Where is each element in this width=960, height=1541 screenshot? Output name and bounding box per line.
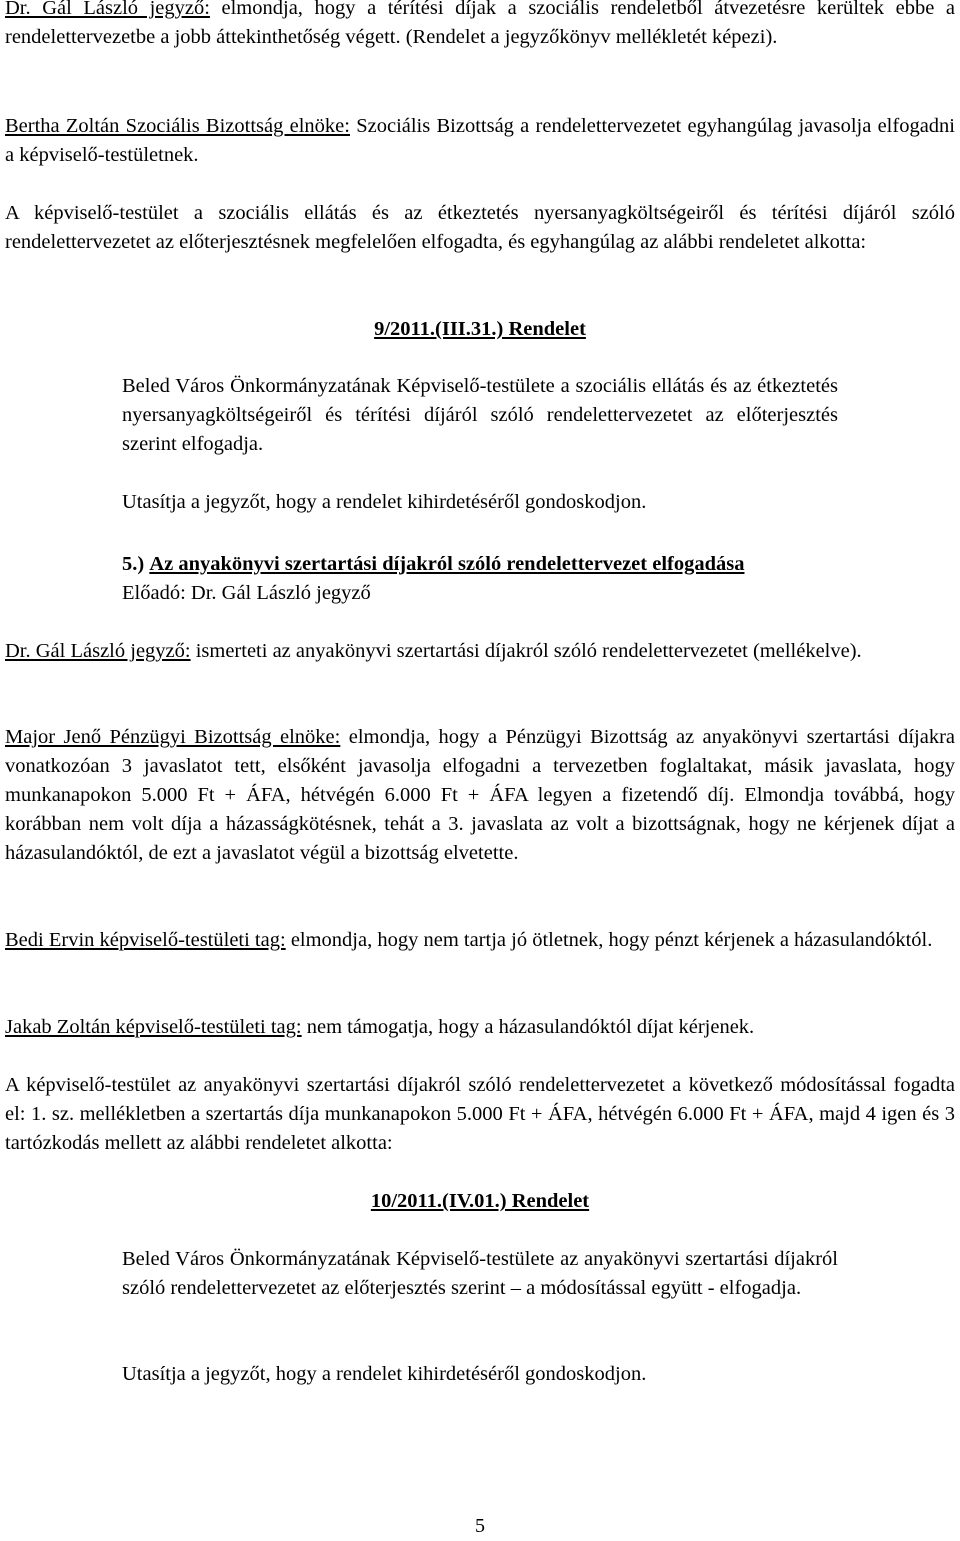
speaker-notary: Dr. Gál László jegyző:: [5, 0, 210, 19]
paragraph-text: Szociális Bizottság a rendelettervezetet egyhangúlag javasolja elfogadni a képviselő-testületnek.: [5, 115, 955, 166]
paragraph-text: elmondja, hogy a térítési díjak a szociális rendeletből átvezetésre kerültek ebbe a rendelettervezetbe a jobb áttekinthetőség végett. (Rendelet a jegyzőkönyv mellékletét képezi).: [5, 0, 955, 48]
paragraph-text: A képviselő-testület a szociális ellátás és az étkeztetés nyersanyagköltségeiről és térítési díjáról szóló rendelettervezetet az előterjesztésnek megfelelően elfogadta, és egyhangúlag az alábbi rendeletet alkotta:: [5, 202, 955, 253]
decree-instruction-1: Utasítja a jegyzőt, hogy a rendelet kihirdetéséről gondoskodjon.: [122, 491, 647, 513]
agenda-title: Az anyakönyvi szertartási díjakról szóló rendelettervezet elfogadása: [149, 553, 745, 575]
agenda-presenter: Előadó: Dr. Gál László jegyző: [122, 582, 371, 604]
paragraph-text: A képviselő-testület az anyakönyvi szertartási díjakról szóló rendelettervezetet a következő módosítással fogadta el: 1. sz. mellékletben a szertartás díja munkanapokon 5.000 Ft + ÁFA, hétvégén 6.000 Ft + ÁFA, majd 4 igen és 3 tartózkodás mellett az alábbi rendeletet alkotta:: [5, 1074, 955, 1154]
speaker-social-committee-chair: Bertha Zoltán Szociális Bizottság elnöke:: [5, 115, 350, 137]
speaker-bedi-ervin: Bedi Ervin képviselő-testületi tag:: [5, 929, 286, 951]
decree-instruction-2: Utasítja a jegyzőt, hogy a rendelet kihirdetéséről gondoskodjon.: [122, 1363, 647, 1385]
paragraph-finance-committee: [5, 723, 955, 868]
paragraph-text: elmondja, hogy nem tartja jó ötletnek, hogy pénzt kérjenek a házasulandóktól.: [285, 929, 933, 951]
paragraph-council-decision-2: [5, 1071, 955, 1158]
decree-title-text: 10/2011.(IV.01.) Rendelet: [370, 1190, 590, 1212]
decree-title-2: [0, 1187, 960, 1216]
decree-title-text: 9/2011.(III.31.) Rendelet: [374, 318, 586, 340]
decree-body-1: Beled Város Önkormányzatának Képviselő-testülete a szociális ellátás és az étkeztetés nyersanyagköltségeiről és térítési díjáról szóló rendelettervezetet az előterjesztés szerint elfogadja.: [122, 375, 838, 455]
agenda-number: 5.): [122, 553, 145, 575]
paragraph-notary-presentation: [5, 637, 955, 666]
decree-body-2: Beled Város Önkormányzatának Képviselő-testülete az anyakönyvi szertartási díjakról szóló rendelettervezetet az előterjesztés szerint – a módosítással együtt - elfogadja.: [122, 1248, 838, 1299]
paragraph-council-decision-1: [5, 199, 955, 257]
decree-title-1: [0, 315, 960, 344]
paragraph-text: elmondja, hogy a Pénzügyi Bizottság az anyakönyvi szertartási díjakra vonatkozóan 3 javaslatot tett, elsőként javasolja elfogadni a tervezetben foglaltakat, másik javaslata, hogy munkanapokon 5.000 Ft + ÁFA, hétvégén 6.000 Ft + ÁFA legyen a fizetendő díj. Elmondja továbbá, hogy korábban nem volt díja a házasságkötésnek, tehát a 3. javaslata az volt a bizottságnak, hogy ne kérjenek díjat a házasulandóktól, de ezt a javaslatot végül a bizottság elvetette.: [5, 726, 955, 864]
paragraph-notary-statement: [5, 0, 955, 52]
page-number: 5: [475, 1515, 485, 1537]
paragraph-text: nem támogatja, hogy a házasulandóktól díjat kérjenek.: [301, 1016, 755, 1038]
paragraph-text: ismerteti az anyakönyvi szertartási díjakról szóló rendelettervezetet (mellékelve).: [190, 640, 862, 662]
paragraph-bedi-ervin: [5, 926, 955, 955]
speaker-finance-committee-chair: Major Jenő Pénzügyi Bizottság elnöke:: [5, 726, 341, 748]
speaker-notary: Dr. Gál László jegyző:: [5, 640, 191, 662]
agenda-item-5: [122, 550, 838, 579]
speaker-jakab-zoltan: Jakab Zoltán képviselő-testületi tag:: [5, 1016, 302, 1038]
paragraph-jakab-zoltan: [5, 1013, 955, 1042]
paragraph-social-committee: [5, 112, 955, 170]
